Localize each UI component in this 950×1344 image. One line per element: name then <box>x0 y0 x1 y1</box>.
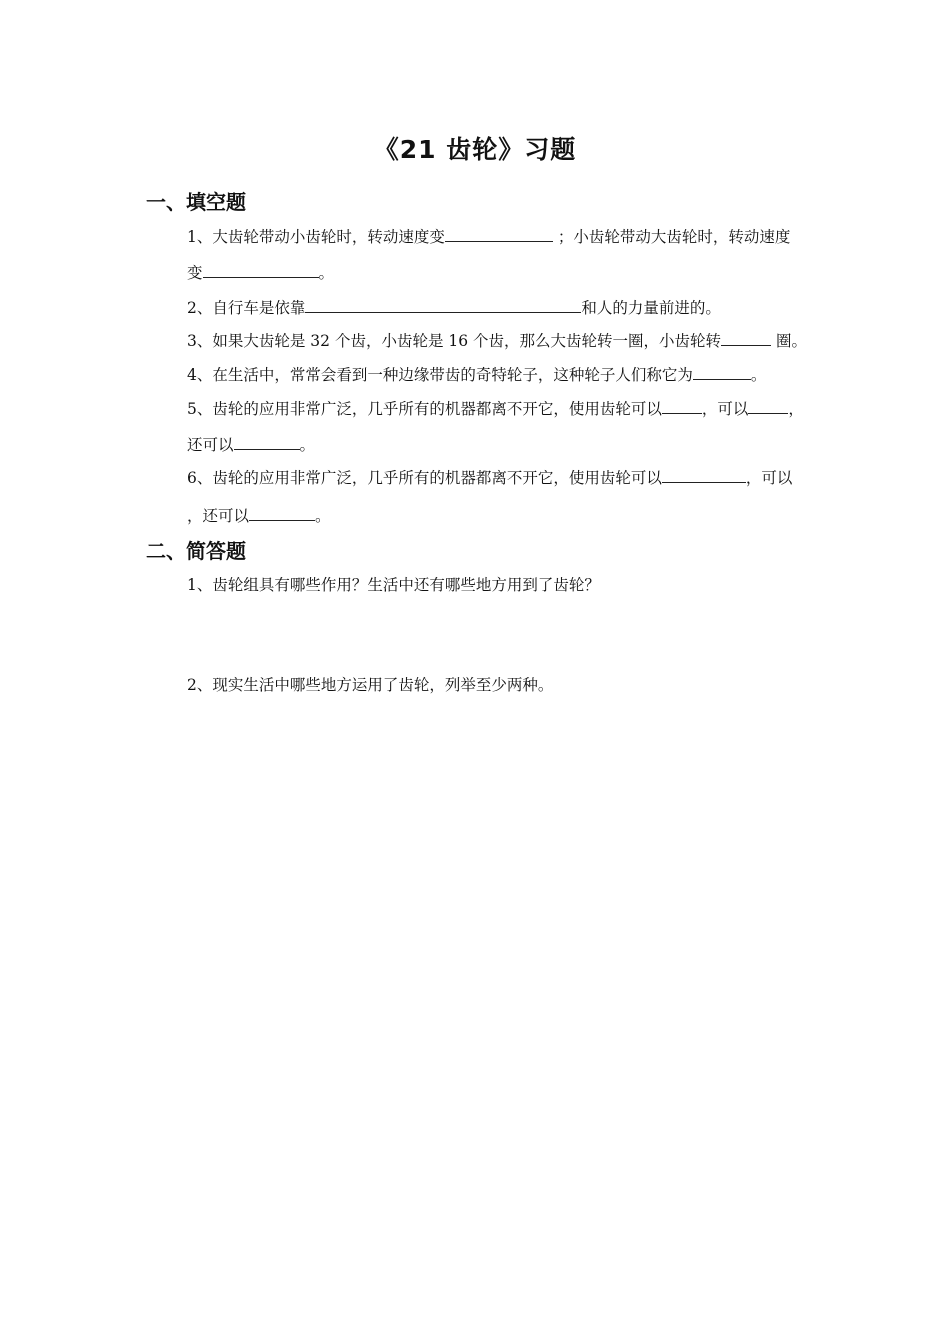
fill-question-4: 4、在生活中，常常会看到一种边缘带齿的奇特轮子，这种轮子人们称它为 。 <box>187 363 766 386</box>
section-heading-short-answer: 二、简答题 <box>146 539 246 563</box>
answer-blank[interactable] <box>305 296 581 313</box>
answer-blank[interactable] <box>445 225 553 242</box>
fill-question-2: 2、自行车是依靠 和人的力量前进的。 <box>187 296 721 319</box>
answer-blank[interactable] <box>693 363 751 380</box>
fill-question-5-line-1: 5、齿轮的应用非常广泛，几乎所有的机器都离不开它，使用齿轮可以 ，可以 ， <box>187 397 804 420</box>
answer-blank[interactable] <box>234 433 300 450</box>
answer-blank[interactable] <box>662 466 746 483</box>
fill-question-5-line-2: 还可以 。 <box>187 433 315 456</box>
fill-question-6-line-1: 6、齿轮的应用非常广泛，几乎所有的机器都离不开它，使用齿轮可以 ，可以 <box>187 466 792 489</box>
answer-blank[interactable] <box>748 397 788 414</box>
fill-question-1-line-2: 变 。 <box>187 261 334 284</box>
page-title: 《21 齿轮》习题 <box>373 135 577 164</box>
short-answer-question-2: 2、现实生活中哪些地方运用了齿轮，列举至少两种。 <box>187 676 554 694</box>
short-answer-question-1: 1、齿轮组具有哪些作用？生活中还有哪些地方用到了齿轮？ <box>187 576 600 594</box>
fill-question-3: 3、如果大齿轮是 32 个齿，小齿轮是 16 个齿，那么大齿轮转一圈，小齿轮转 圈。 <box>187 329 807 352</box>
answer-blank[interactable] <box>662 397 702 414</box>
fill-question-1-line-1: 1、大齿轮带动小齿轮时，转动速度变 ；小齿轮带动大齿轮时，转动速度 <box>187 225 790 248</box>
fill-question-6-line-2: ，还可以 。 <box>187 504 331 527</box>
answer-blank[interactable] <box>203 261 319 278</box>
section-heading-fill-in: 一、填空题 <box>146 190 246 214</box>
answer-blank[interactable] <box>721 329 771 346</box>
answer-blank[interactable] <box>249 504 315 521</box>
